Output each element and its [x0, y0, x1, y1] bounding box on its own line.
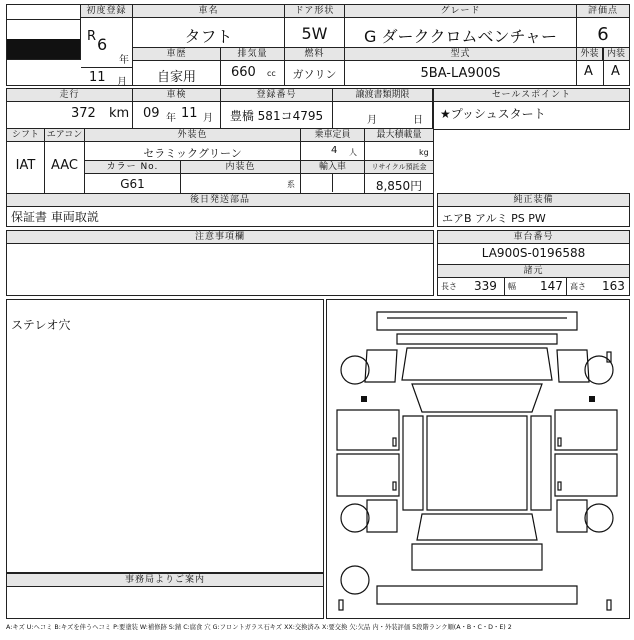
equip-value: エアB アルミ PS PW — [442, 212, 546, 225]
equip-label: 純正装備 — [438, 194, 629, 207]
max-load-cell — [365, 129, 433, 161]
displacement-label: 排気量 — [221, 48, 284, 61]
displacement-unit: cc — [267, 69, 276, 78]
later-cell — [6, 193, 434, 227]
fuel-label: 燃料 — [285, 48, 344, 61]
era: R — [87, 29, 97, 44]
sales-label: セールスポイント — [434, 89, 629, 102]
width: 147 — [540, 279, 563, 293]
car-name-label: 車名 — [133, 5, 284, 18]
history-cell — [133, 48, 221, 85]
plate: 豊橋 581コ4795 — [229, 109, 324, 123]
car-name-cell — [133, 5, 285, 48]
month-unit: 月 — [117, 77, 127, 88]
door-label: ドア形状 — [285, 5, 344, 18]
ban-month: 月 — [367, 115, 377, 126]
dims-label: 諸元 — [438, 264, 629, 278]
mileage-label: 走行 — [7, 89, 132, 102]
exterior-label: 外装 — [577, 48, 603, 61]
model: 5BA-LA900S — [420, 66, 501, 81]
legend: A:キズ U:ヘコミ B:キズを伴うヘコミ P:要塗装 W:補修跡 S:錆 C:腐食 穴 G:フロントガラス石キズ XX:交換済み X:要交換 欠:欠品 内・外装評価 5段階ランク順(A・B・C・D・E) 2 — [6, 624, 512, 631]
color-no-label: カラー No. — [85, 161, 180, 174]
color-no-cell — [85, 161, 181, 193]
max-load-label: 最大積載量 — [365, 129, 433, 142]
chassis-value: LA900S-0196588 — [481, 246, 586, 260]
capacity: 4 — [331, 145, 338, 156]
model-cell — [345, 48, 577, 85]
history: 自家用 — [156, 70, 196, 85]
shift: IAT — [15, 158, 36, 173]
fuel-cell — [285, 48, 345, 85]
capacity-cell — [301, 129, 365, 161]
displacement-cell — [221, 48, 285, 85]
ac-cell — [45, 129, 85, 193]
insp-year-unit: 年 — [166, 113, 176, 124]
remarks-cell — [6, 299, 324, 573]
door-cell — [285, 5, 345, 48]
grade-cell — [345, 5, 577, 48]
score-label: 評価点 — [577, 5, 629, 18]
interior-label: 内装 — [603, 48, 629, 61]
ban-day: 日 — [413, 115, 423, 126]
sales-point: ★プッシュスタート — [440, 107, 546, 121]
later-value: 保証書 車両取説 — [11, 210, 99, 224]
door: 5W — [301, 24, 328, 43]
sales-cell — [433, 89, 629, 207]
ac: AAC — [51, 158, 78, 173]
notes-label: 注意事項欄 — [7, 231, 433, 244]
ban-cell — [333, 89, 433, 129]
grade: G ダーククロムベンチャー — [363, 27, 557, 46]
chassis-label: 車台番号 — [438, 231, 629, 244]
ext-color-label: 外装色 — [85, 129, 300, 142]
first-reg-cell — [81, 5, 133, 88]
fuel: ガソリン — [292, 68, 337, 81]
ext-int-cell — [577, 48, 629, 85]
score: 6 — [597, 24, 609, 45]
history-label: 車歴 — [133, 48, 220, 61]
later-label: 後日発送部品 — [7, 194, 433, 207]
inspection-label: 車検 — [133, 89, 220, 102]
recycle-label: リサイクル預託金 — [365, 161, 433, 174]
length: 339 — [474, 279, 497, 293]
int-color-unit: 系 — [287, 180, 295, 189]
shift-label: シフト — [7, 129, 44, 142]
inspection-cell — [133, 89, 221, 129]
car-outline-diagram — [327, 300, 629, 618]
ext-color-cell — [85, 129, 301, 161]
int-color-cell — [181, 161, 301, 193]
capacity-label: 乗車定員 — [301, 129, 364, 142]
ban-label: 譲渡書類期限 — [333, 89, 432, 102]
import-label: 輸入車 — [301, 161, 364, 174]
first-reg-label: 初度登録 — [81, 5, 132, 18]
insp-month: 11 — [181, 106, 198, 121]
office-cell — [6, 573, 324, 619]
plate-cell — [221, 89, 333, 129]
insp-year: 09 — [143, 106, 160, 121]
capacity-unit: 人 — [349, 148, 357, 157]
height-label: 高さ — [570, 282, 586, 291]
exterior: A — [584, 64, 593, 79]
plate-label: 登録番号 — [221, 89, 332, 102]
import-cell — [301, 161, 365, 193]
car-diagram — [326, 299, 630, 619]
year-unit: 年 — [119, 55, 129, 66]
length-label: 長さ — [441, 282, 457, 291]
notes-cell — [6, 230, 434, 296]
month: 11 — [89, 70, 106, 85]
year-num: 6 — [97, 35, 108, 54]
insp-month-unit: 月 — [203, 113, 213, 124]
grade-label: グレード — [345, 5, 576, 18]
interior: A — [611, 64, 620, 79]
score-cell — [577, 5, 629, 48]
max-load-unit: kg — [419, 148, 429, 157]
office-label: 事務局よりご案内 — [7, 574, 323, 587]
recycle: 8,850円 — [375, 179, 423, 193]
photo-block — [7, 5, 81, 60]
color-no: G61 — [120, 177, 145, 191]
shift-cell — [7, 129, 45, 193]
remarks-text: ステレオ穴 — [11, 318, 71, 332]
width-label: 幅 — [508, 282, 516, 291]
int-color-label: 内装色 — [181, 161, 300, 174]
ext-color: セラミックグリーン — [143, 147, 242, 160]
car-name: タフト — [184, 27, 233, 46]
recycle-cell — [365, 161, 433, 193]
height: 163 — [602, 279, 625, 293]
mileage: 372 — [71, 106, 96, 121]
mileage-cell — [7, 89, 133, 129]
equip-cell — [437, 193, 630, 227]
ac-label: エアコン — [46, 130, 83, 140]
displacement: 660 — [231, 65, 256, 80]
model-label: 型式 — [345, 48, 576, 61]
mileage-unit: km — [109, 106, 130, 121]
chassis-cell — [437, 230, 630, 296]
